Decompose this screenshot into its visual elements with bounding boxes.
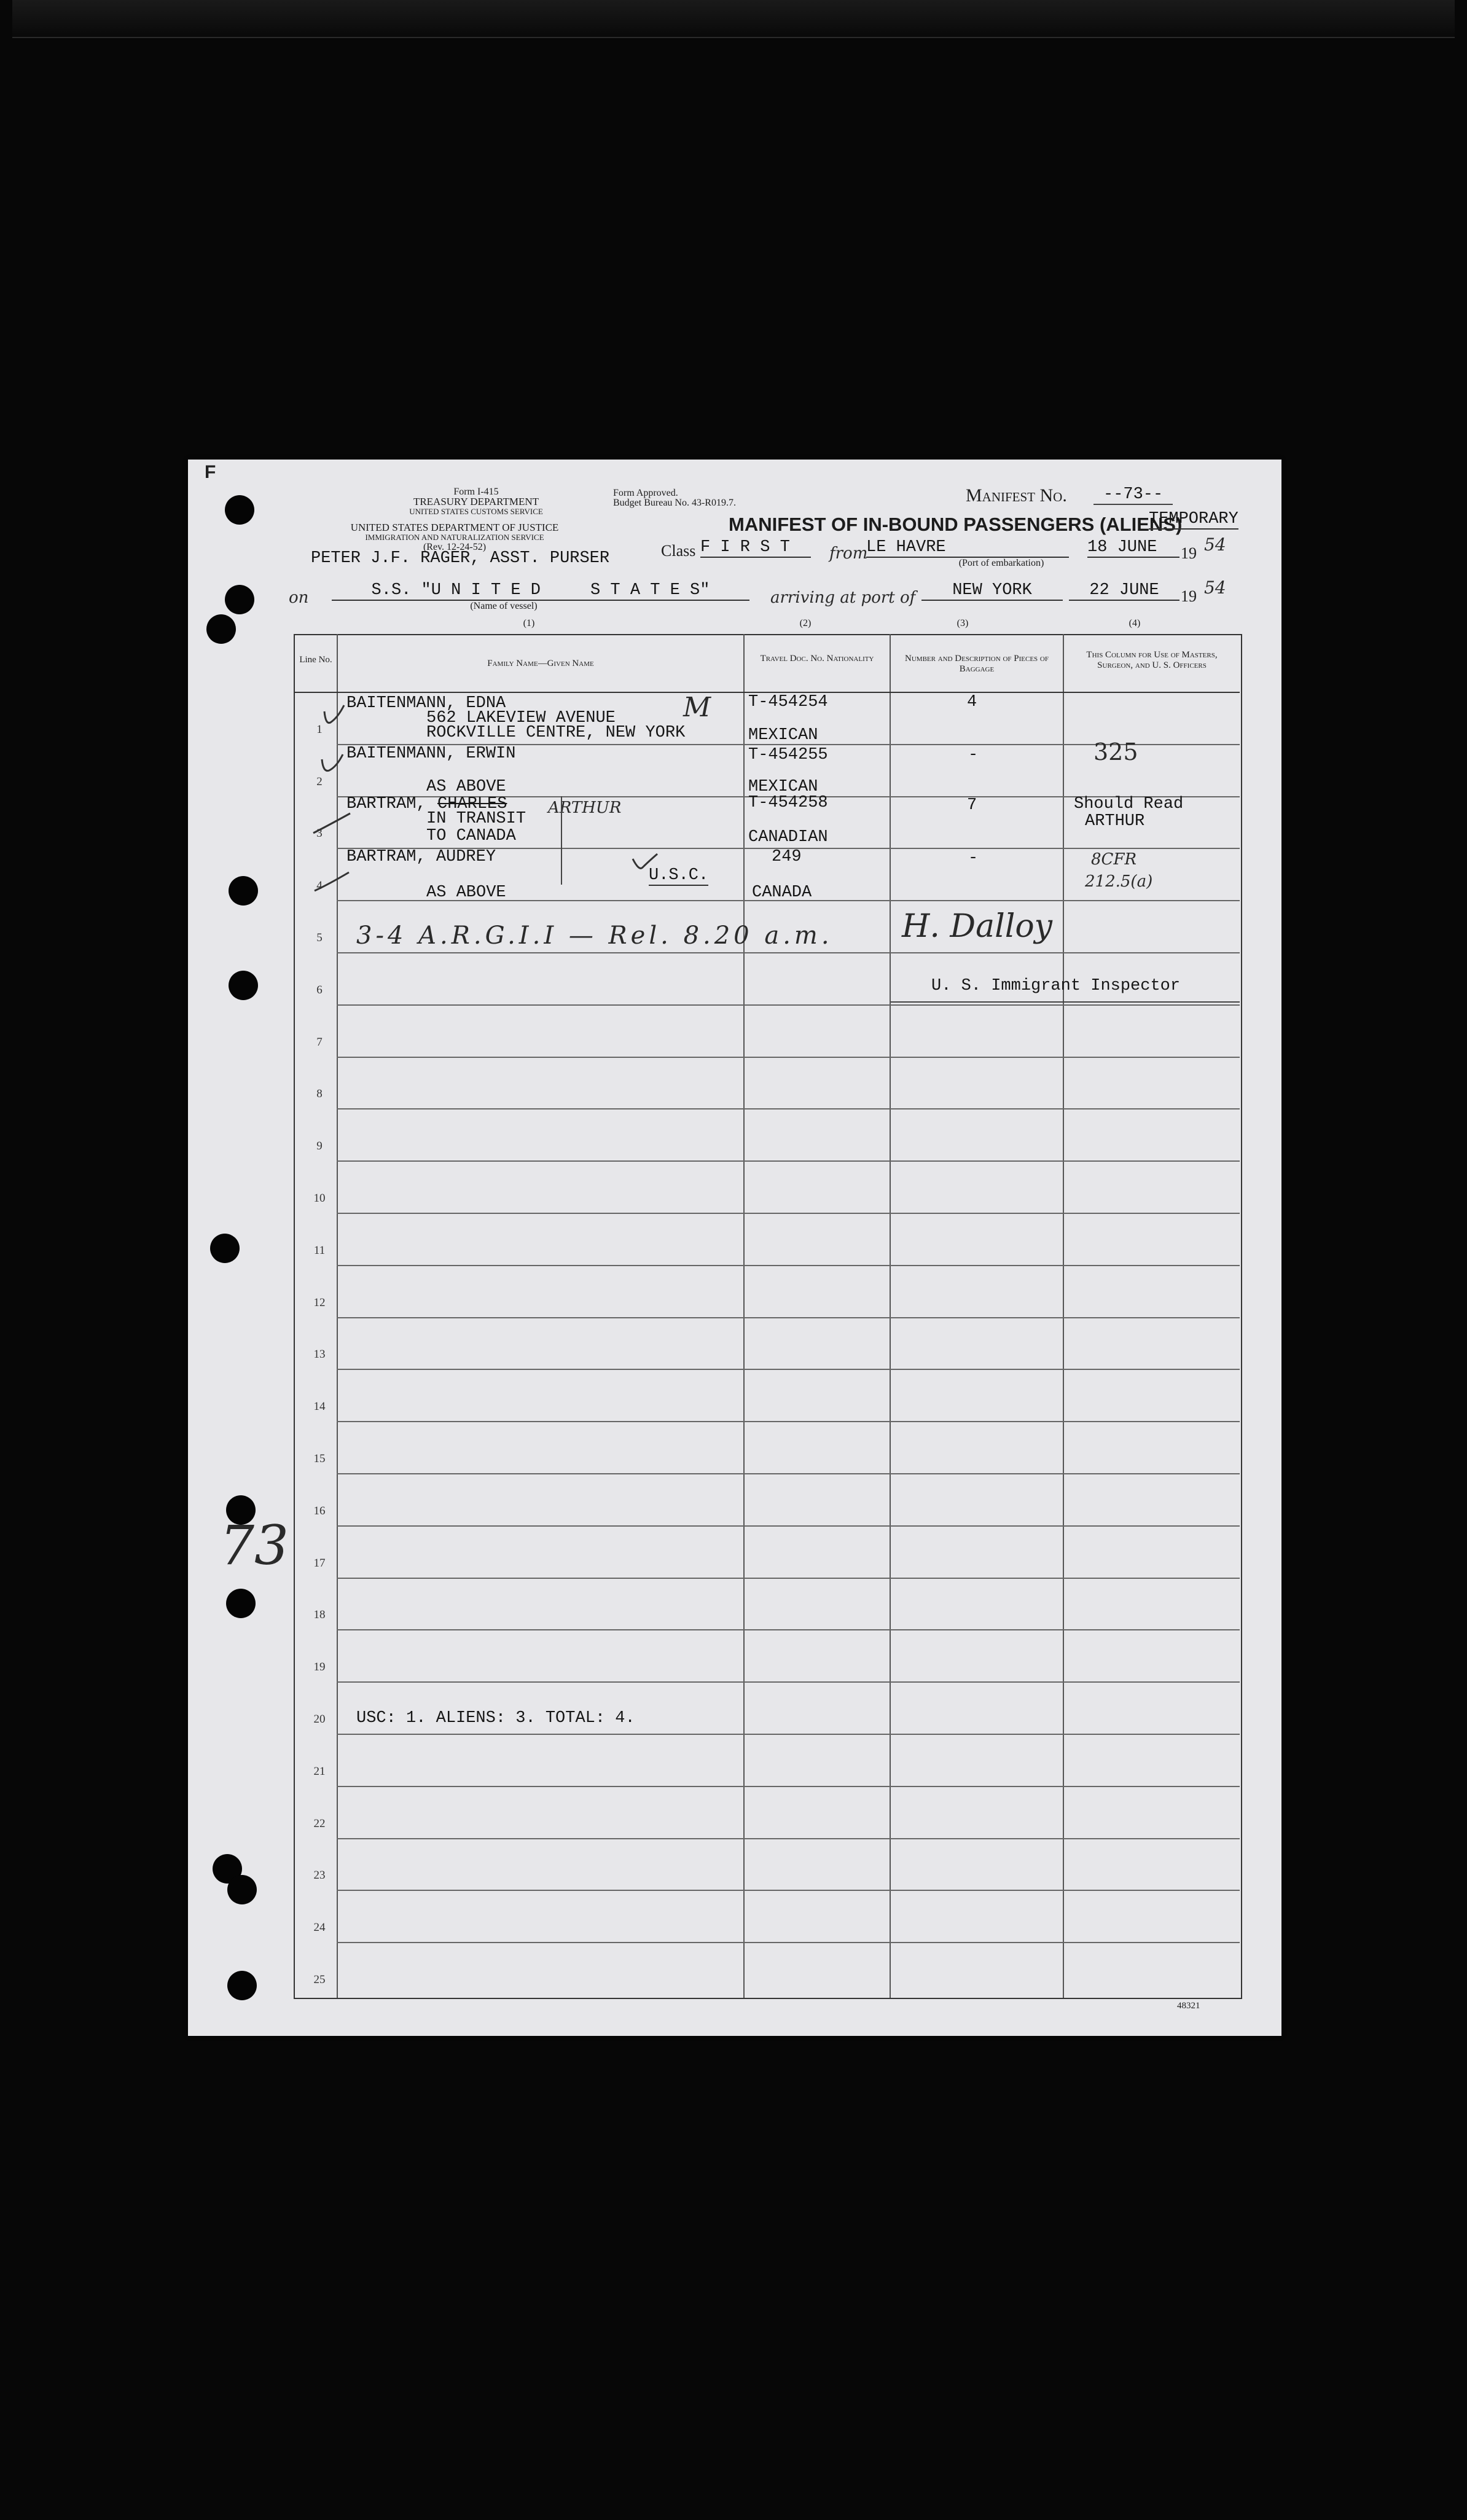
officers-header: This Column for Use of Masters, Surgeon, and U. S. Officers [1086,650,1218,670]
entry-3-nationality: CANADIAN [748,828,828,847]
arrival-year-suffix: 54 [1204,577,1226,598]
binder-hole [210,1234,240,1263]
purser-name: PETER J.F. RAGER, ASST. PURSER [311,549,610,568]
row-rule [337,1838,1240,1839]
form-revision: (Rev. 12-24-52) [423,542,487,552]
row-rule [337,1890,1240,1891]
budget-bureau: Budget Bureau No. 43-R019.7. [613,498,736,508]
entry-1-nationality: MEXICAN [748,726,818,745]
scan-edge [12,0,1455,38]
binder-hole [206,614,236,644]
entry-2-name: BAITENMANN, ERWIN [346,745,516,763]
line-number: 20 [313,1713,326,1726]
line-number: 16 [313,1504,326,1517]
line-number: 6 [316,983,323,996]
entry-4-name: BARTRAM, AUDREY [346,848,496,866]
line-number: 23 [313,1869,326,1882]
line-number: 2 [316,775,323,788]
line-number: 8 [316,1087,323,1101]
binder-hole [229,876,258,906]
from-value: LE HAVRE [866,538,1069,558]
bracket-mark [558,792,668,891]
entry-3-officer-note2: ARTHUR [1085,812,1145,831]
depart-year-prefix: 19 [1181,544,1197,562]
line-number: 1 [316,722,323,736]
entry-3-officer-note: Should Read [1074,795,1184,813]
name-header: Family Name—Given Name [487,659,594,668]
row-rule [337,1317,1240,1318]
check-marks [307,700,356,909]
row-rule [337,1942,1240,1943]
entry-4-doc: 249 [772,848,802,866]
travel-doc-header: Travel Doc. No. Nationality [760,654,874,663]
line-number: 19 [313,1661,326,1674]
row-rule [337,1681,1240,1683]
line-number: 25 [313,1973,326,1986]
entry-2-address1: AS ABOVE [426,778,506,796]
col-number-2: (2) [799,618,812,628]
binder-hole [225,495,254,525]
line-number: 18 [313,1608,326,1622]
entry-3-name-struck: CHARLES [437,795,507,813]
entry-4-baggage: - [968,849,979,867]
entry-1-baggage: 4 [967,693,977,711]
arrival-port: NEW YORK [921,581,1063,601]
totals-line: USC: 1. ALIENS: 3. TOTAL: 4. [356,1709,635,1728]
line-number: 4 [316,879,323,893]
line-number: 21 [313,1764,326,1778]
vessel-caption: (Name of vessel) [470,601,538,611]
entry-2-officer-note: 325 [1093,738,1138,765]
entry-4-nationality: CANADA [752,883,812,902]
entry-2-doc: T-454255 [748,746,828,764]
manifest-no-value: --73-- [1093,485,1173,505]
form-approved: Form Approved. [613,488,678,498]
line-number: 5 [316,931,323,944]
entry-4-address1: AS ABOVE [426,883,506,902]
from-label: from [829,544,868,563]
binder-hole [225,585,254,614]
class-label: Class [661,542,696,560]
manifest-title: MANIFEST OF IN-BOUND PASSENGERS (ALIENS) [729,514,1183,535]
customs-service: UNITED STATES CUSTOMS SERVICE [409,507,543,516]
form-number: Form I-415 [453,487,499,497]
entry-1-address1: 562 LAKEVIEW AVENUE [426,709,616,727]
entry-4-officer-note: 8CFR [1091,850,1137,869]
row-rule [337,1629,1240,1630]
port-embark-caption: (Port of embarkation) [958,558,1044,568]
depart-date: 18 JUNE [1087,538,1179,558]
line-number: 3 [316,827,323,840]
form-footer: 48321 [1177,2001,1200,2011]
row-rule [337,1265,1240,1266]
line-number: 17 [313,1556,326,1570]
line-number: 24 [313,1921,326,1935]
justice-dept: UNITED STATES DEPARTMENT OF JUSTICE [350,522,559,533]
entry-1-name: BAITENMANN, EDNA [346,694,506,713]
row-rule [337,1734,1240,1735]
row-rule [337,1160,1240,1162]
entry-3-baggage: 7 [967,796,977,815]
col-number-1: (1) [523,618,535,628]
arriving-label: arriving at port of [770,589,916,607]
on-label: on [289,589,309,607]
row-rule [337,1004,1240,1006]
side-number: 73 [220,1514,289,1577]
entry-3-name-correction: ARTHUR [548,799,622,817]
arrival-date: 22 JUNE [1069,581,1179,601]
line-no-header: Line No. [299,655,332,665]
line-number: 9 [316,1140,323,1153]
line-number: 15 [313,1452,326,1465]
binder-hole [227,1971,257,2000]
vessel-name: S.S. "U N I T E D S T A T E S" [332,581,749,601]
line-number: 22 [313,1817,326,1830]
page-marker: F [205,462,216,482]
line-number: 12 [313,1296,326,1309]
row-rule [337,952,1240,953]
col-number-4: (4) [1129,618,1141,628]
binder-hole [227,1875,257,1904]
entry-1-hand-mark: M [683,692,711,723]
inspector-title: U. S. Immigrant Inspector [931,977,1181,995]
row-rule [337,1108,1240,1109]
line-number: 10 [313,1192,326,1205]
row-rule [337,1213,1240,1214]
row-rule [337,1578,1240,1579]
treasury-dept: TREASURY DEPARTMENT [413,496,539,507]
row-rule [337,1786,1240,1787]
row-rule [337,1057,1240,1058]
signature-rule [891,1001,1240,1003]
col-number-3: (3) [956,618,969,628]
row-rule [337,1525,1240,1527]
ins: IMMIGRATION AND NATURALIZATION SERVICE [365,533,544,542]
line5-handwriting: 3-4 A.R.G.I.I — Rel. 8.20 a.m. [356,922,833,950]
line-number: 13 [313,1348,326,1361]
row-rule [337,1421,1240,1422]
entry-2-baggage: - [968,746,979,764]
column-divider [890,634,891,1998]
line-number: 11 [313,1243,326,1257]
column-divider [1063,634,1064,1998]
entry-4-status: U.S.C. [649,866,709,885]
entry-2-nationality: MEXICAN [748,778,818,796]
line-number: 14 [313,1400,326,1414]
entry-1-doc: T-454254 [748,693,828,711]
inspector-signature: H. Dalloy [902,908,1053,945]
row-rule [337,1369,1240,1370]
column-divider [743,634,745,1998]
arrival-year-prefix: 19 [1181,587,1197,605]
class-value: F I R S T [700,538,811,558]
line-number: 7 [316,1035,323,1049]
binder-hole [226,1589,256,1618]
entry-3-address2: TO CANADA [426,827,516,845]
manifest-no-label: Manifest No. [966,485,1067,506]
temporary-stamp: TEMPORARY [1149,510,1238,528]
depart-year-suffix: 54 [1204,534,1226,555]
entry-4-officer-note2: 212.5(a) [1085,872,1153,891]
row-rule [337,1473,1240,1474]
binder-hole [229,971,258,1000]
entry-3-name-prefix: BARTRAM, [346,795,426,813]
entry-1-address2: ROCKVILLE CENTRE, NEW YORK [426,724,686,742]
entry-3-doc: T-454258 [748,794,828,812]
entry-3-address1: IN TRANSIT [426,810,526,828]
baggage-header: Number and Description of Pieces of Baggage [905,654,1049,674]
